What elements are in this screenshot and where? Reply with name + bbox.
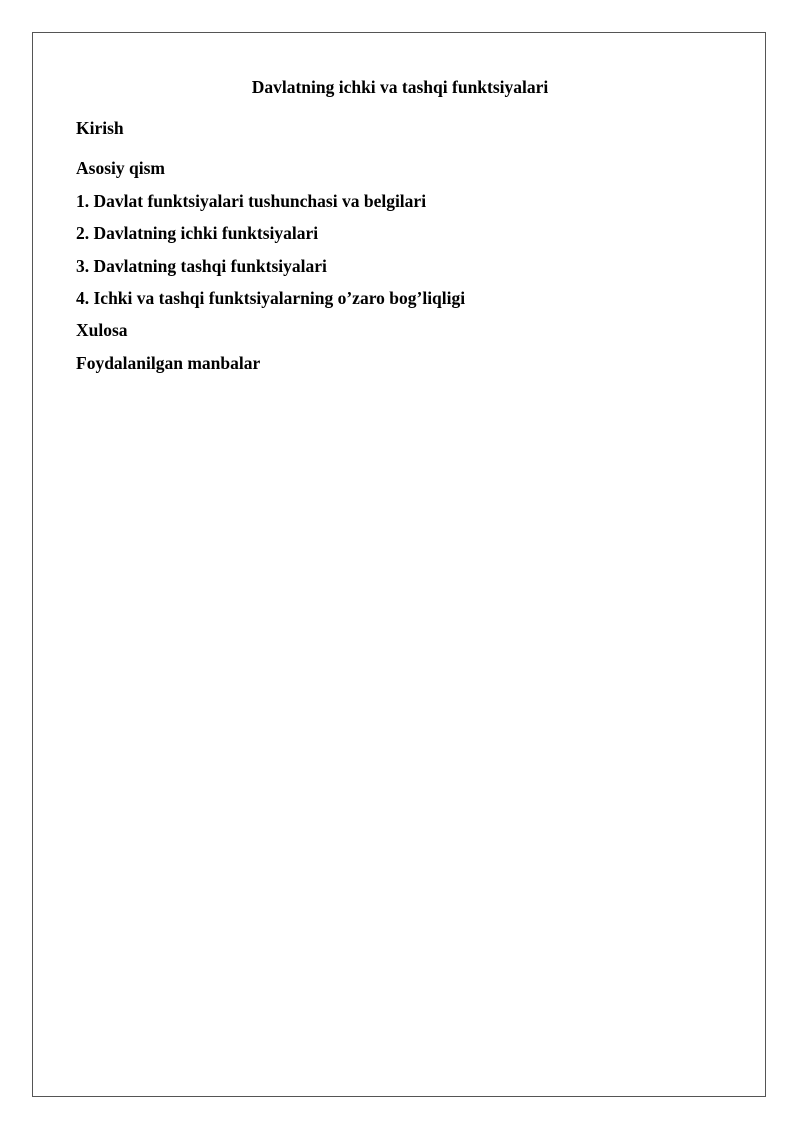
- toc-item-xulosa: Xulosa: [76, 320, 128, 340]
- document-title: Davlatning ichki va tashqi funktsiyalari: [251, 77, 549, 97]
- toc-item-kirish: Kirish: [76, 118, 124, 138]
- toc-item-asosiy-qism: Asosiy qism: [76, 158, 165, 178]
- toc-item-foydalanilgan-manbalar: Foydalanilgan manbalar: [76, 353, 261, 373]
- toc-item-section-2: 2. Davlatning ichki funktsiyalari: [76, 223, 319, 243]
- toc-item-section-4: 4. Ichki va tashqi funktsiyalarning o’zaro bog’liqligi: [76, 288, 466, 308]
- toc-item-section-1: 1. Davlat funktsiyalari tushunchasi va belgilari: [76, 191, 427, 211]
- toc-item-section-3: 3. Davlatning tashqi funktsiyalari: [76, 256, 327, 276]
